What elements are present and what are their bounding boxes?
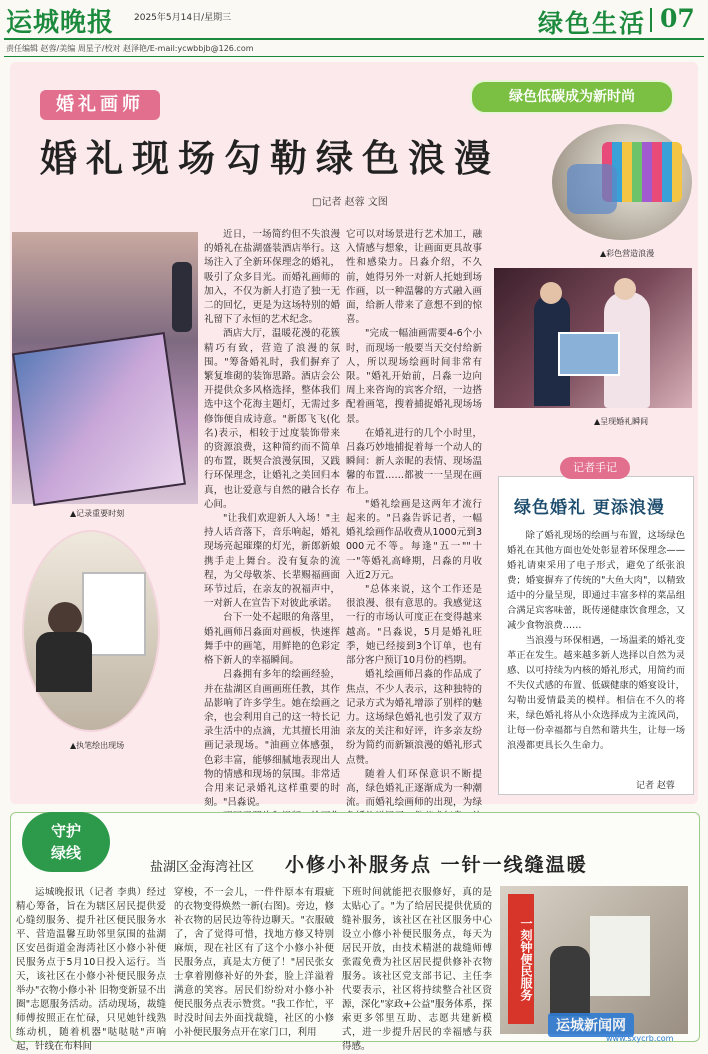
article-col-2: [346, 228, 482, 853]
service-sign: 一刻钟便民服务: [508, 894, 534, 1024]
editor-credits: 责任编辑 赵蓉/美编 周星子/校对 赵泽艳/E-mail:ycwbbjb@126.com: [6, 44, 254, 53]
caption-palette: ▲彩色营造浪漫: [600, 249, 655, 258]
masthead-rule: [4, 38, 704, 40]
col1-p1: 近日，一场简约但不失浪漫的婚礼在盐湖盛装酒店举行。这场注入了全新环保理念的婚礼，吸引了众多目光。而婚礼画师的加入，不仅为新人打造了独一无二的回忆，更是为这场特别的婚礼留下了永恒的艺术纪念。: [204, 229, 340, 326]
sewing-service-photo: [500, 886, 688, 1034]
badge-top: 守护: [50, 822, 81, 840]
lower-col-1: 运城晚报讯（记者 李典）经过精心筹备，旨在为辖区居民提供爱心缝纫服务、提升社区便民服务水平、营造温馨互助邻里氛围的盐湖区安邑街道金海湾社区小修小补便民服务点于5月10日投入运行。当天，该社区在小修小补便民服务点举办"衣物小修小补 旧物变新显不出圈"志愿服务活动。活动现场，裁缝师傅按照正在忙碌，只见她针线熟练动机，随着机器"哒哒哒"声响起，针线在布料间: [16, 887, 166, 1052]
col2-p2: "完成一幅油画需要4-6个小时，而现场一般要当天交付给新人，所以现场绘画时间非常有限。"婚礼开始前，吕淼一边向周上来咨询的宾客介绍，一边搭配着画笔，搜着捕捉婚礼现场场景。: [346, 328, 482, 425]
wedding-hall-photo: [12, 232, 198, 504]
reporter-note-badge: 记者手记: [560, 457, 630, 479]
section-name: 绿色生活: [538, 9, 647, 38]
feature-rubric: 婚礼画师: [40, 90, 160, 120]
col2-p3: 在婚礼进行的几个小时里，吕淼巧妙地捕捉着每一个动人的瞬间：新人亲昵的表情、现场温馨的布置……都被一一呈现在画布上。: [346, 427, 482, 496]
col2-p1: 它可以对场景进行艺术加工，融入情感与想象，让画面更具故事性和感染力。吕淼介绍，不久前，她得另外一对新人托她到场作画，以一种温馨的方式融入画面，给新人带来了意想不到的惊喜。: [346, 229, 482, 326]
lower-col-2: 穿梭，不一会儿，一件件原本有瑕疵的衣物变得焕然一新(右图)。旁边，修补衣物的居民边等待边聊天。"衣服破了，舍了觉得可惜，找地方修又特别麻烦，现在社区有了这个小修小补便民服务点，真是太方便了！"居民张女士拿着刚修补好的外套，脸上洋溢着满意的笑容。居民们纷纷对小修小补便民服务点表示赞赏。"我工作忙，平时没时间去外面找裁缝，社区的小修小补便民服务点开在家门口，利用: [174, 887, 334, 1038]
caption-wall: ▲记录重要时刻: [70, 509, 125, 518]
masthead-date: 2025年5月14日/星期三: [134, 13, 232, 23]
feature-headline: 婚礼现场勾勒绿色浪漫: [40, 136, 500, 180]
col1-p4: 台下一处不起眼的角落里，婚礼画师吕淼面对画板，快速挥舞手中的画笔，用鲜艳的色彩定格下新人的幸福瞬间。: [204, 612, 340, 667]
col2-p5: "总体来说，这个工作还是很浪漫、很有意思的。我感觉这一行的市场认可度正在变得越来越高。"吕淼说，5月是婚礼旺季，她已经接到3个订单，也有部分客户预订10月份的档期。: [346, 584, 482, 667]
note-p1: 除了婚礼现场的绘画与布置，这场绿色婚礼在其他方面也处处彰显着环保理念——婚礼请柬采用了电子形式，避免了纸张浪费；婚宴摒弃了传统的"大鱼大肉"，以精致适中的分量呈现，即通过丰富多样的菜品组合满足宾客味蕾，既传递健康饮食理念，又减少食物浪费……: [507, 530, 685, 631]
section-divider: [650, 8, 652, 32]
lower-headline: 小修小补服务点 一针一线缝温暖: [285, 854, 588, 876]
caption-painter: ▲执笔绘出现场: [70, 741, 125, 750]
site-watermark: 运城新闻网: [548, 1013, 634, 1037]
article-col-1: [204, 228, 340, 839]
lower-col-3: 下班时间就能把衣服修好，真的是太贴心了。"为了给居民提供优质的缝补服务，该社区在社区服务中心设立小修小补便民服务点，每天为居民开放，由技术精湛的裁缝师傅张霞免费为社区居民提供修补衣物服务。该社区党支部书记、主任李代要表示，社区将持续整合社区资源，深化"家政+公益"服务体系，探索更多邻里互助、志愿共建新模式，进一步提升居民的幸福感与获得感。: [342, 887, 492, 1052]
couple-photo: [494, 268, 692, 408]
col2-p6: 婚礼绘画师吕淼的作品成了焦点，不少人表示，这种独特的记录方式为婚礼增添了别样的魅力。这场绿色婚礼也引发了双方亲友的关注和好评，许多亲友纷纷为简约而新颖浪漫的婚礼形式点赞。: [346, 669, 482, 766]
note-p2: 当浪漫与环保相遇，一场温柔的婚礼变革正在发生。越来越多新人选择以自然为灵感、以可持续为内核的婚礼形式，用简约而不失仪式感的布置、低碳健康的婚宴设计，勾勒出爱情最美的模样。相信在不久的将来，绿色婚礼将从小众选择成为主流风尚，让每一份幸福都与自然和谐共生，让每一场浪漫都更具长久生命力。: [507, 635, 685, 751]
section-badge: [22, 812, 110, 872]
masthead-name: 运城晚报: [6, 8, 115, 38]
reporter-note-body: [507, 528, 685, 753]
lower-subhead: 盐湖区金海湾社区: [150, 860, 255, 875]
palette-photo: [552, 124, 692, 240]
feature-byline: □记者 赵蓉 文图: [312, 197, 388, 208]
col2-p7: 随着人们环保意识不断提高，绿色婚礼正逐渐成为一种潮流。而婚礼绘画师的出现，为绿: [346, 768, 482, 809]
badge-bottom: 绿线: [50, 844, 81, 862]
caption-couple: ▲呈现婚礼瞬间: [594, 417, 649, 426]
reporter-note-author: 记者 赵蓉: [636, 781, 675, 791]
painter-photo: [22, 530, 160, 732]
feature-slogan: 绿色低碳成为新时尚: [470, 80, 674, 114]
col1-p3: "让我们欢迎新人入场！"主持人话音落下，音乐响起，婚礼现场亮起璀璨的灯光，新郎新娘携手走上舞台。没有复杂的流程，为父母敬茶、长辈赐福画面环节过后，在亲友的祝福声中，一对新人在宣告下对彼此承诺。: [204, 513, 340, 610]
site-watermark-url: www.sxycrb.com: [606, 1034, 674, 1043]
col2-p4: "婚礼绘画是这两年才流行起来的。"吕淼告诉记者，一幅婚礼绘画作品收费从1000元到3000元不等。每逢"五一""十一"等婚礼高峰期，吕淼的月收入近2万元。: [346, 498, 482, 581]
reporter-note-title: 绿色婚礼 更添浪漫: [514, 498, 665, 518]
masthead-rule-thin: [4, 56, 704, 57]
col1-p2: 酒店大厅，温暖花漫的花簇精巧有致，营造了浪漫的氛围。"筹备婚礼时，我们摒弃了繁复堆砌的装饰思路。酒店会公开提供众多风格选择，整体我们选中这个花海主题灯，无需过多修饰便自成诗意。"新郎飞飞(化名)表示，相较于过度装饰带来的资源浪费，这种简约而不简单的布置，既契合浪漫氛围，又践行环保理念，让婚礼之美回归本真，也让爱意与自然的融合长存心间。: [204, 328, 340, 510]
page-number: 07: [660, 4, 695, 33]
col1-p5: 吕淼拥有多年的绘画经验，并在盐湖区自画画班任教，其作品影响了许多学生。她在绘画之余，也会利用自己的这一特长记录生活中的点滴，尤其擅长用油画记录现场。"油画立体感强，色彩丰富，能够细腻地表现出人物的情感和现场的氛围。非常适合用来记录婚礼这样重要的时刻。"吕淼说。: [204, 669, 340, 809]
